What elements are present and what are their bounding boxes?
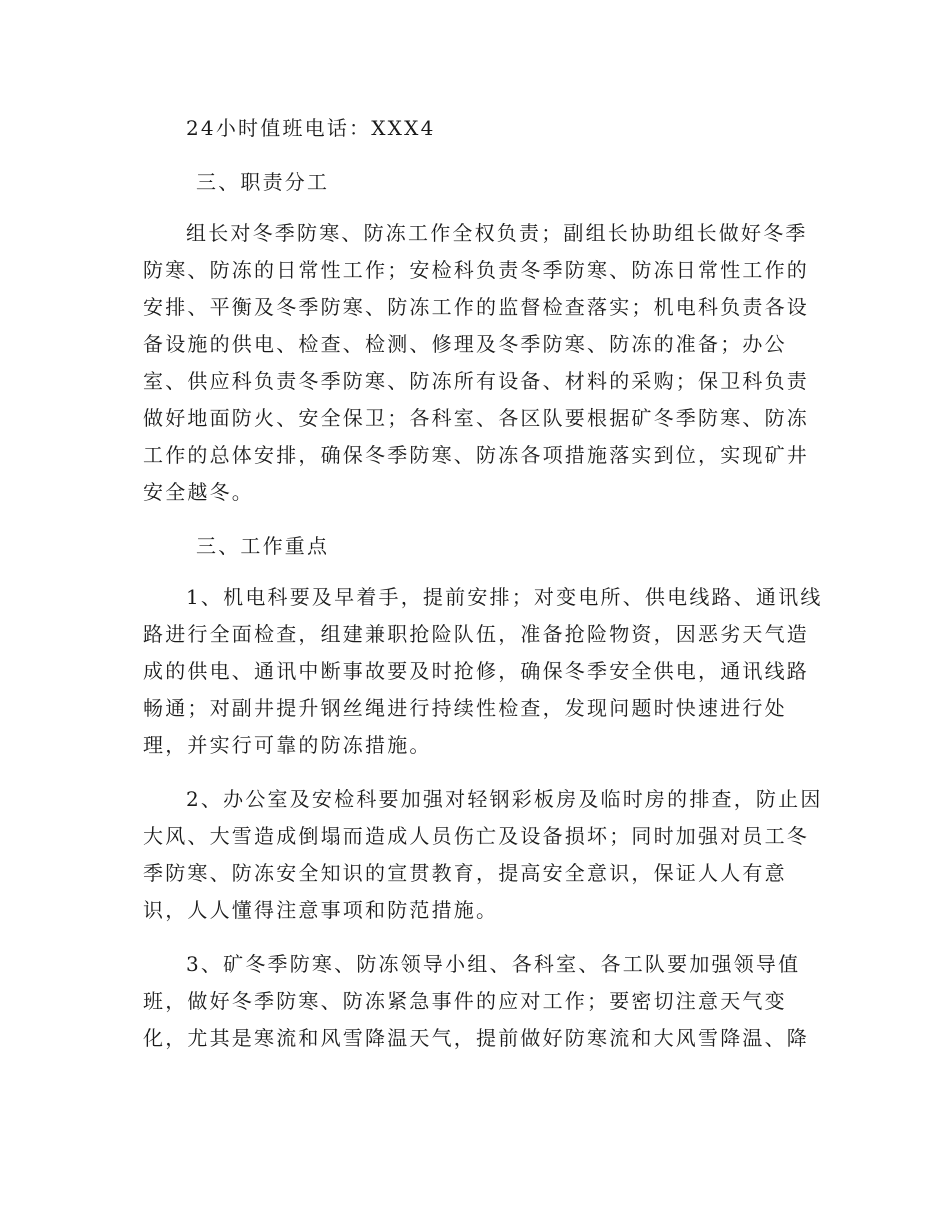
item3-line: 班，做好冬季防寒、防冻紧急事件的应对工作；要密切注意天气变 — [143, 989, 787, 1013]
duties-line: 做好地面防火、安全保卫；各科室、各区队要根据矿冬季防寒、防冻 — [143, 406, 809, 430]
item1-line: 畅通；对副井提升钢丝绳进行持续性检查，发现问题时快速进行处 — [143, 696, 787, 720]
duties-line: 备设施的供电、检查、检测、修理及冬季防寒、防冻的准备；办公 — [143, 332, 787, 356]
item2-line: 2、办公室及安检科要加强对轻钢彩板房及临时房的排查，防止因 — [186, 787, 823, 811]
item1-line: 理，并实行可靠的防冻措施。 — [143, 733, 432, 757]
item1-line: 成的供电、通讯中断事故要及时抢修，确保冬季安全供电，通讯线路 — [143, 659, 809, 683]
duties-line: 工作的总体安排，确保冬季防寒、防冻各项措施落实到位，实现矿井 — [143, 443, 809, 467]
item2-line: 识，人人懂得注意事项和防范措施。 — [143, 898, 499, 922]
duties-line: 安全越冬。 — [143, 480, 254, 504]
duties-line: 组长对冬季防寒、防冻工作全权负责；副组长协助组长做好冬季 — [186, 221, 808, 245]
duties-line: 安排、平衡及冬季防寒、防冻工作的监督检查落实；机电科负责各设 — [143, 295, 809, 319]
section-focus-heading: 三、工作重点 — [196, 534, 330, 558]
duties-line: 防寒、防冻的日常性工作；安检科负责冬季防寒、防冻日常性工作的 — [143, 258, 809, 282]
item1-line: 路进行全面检查，组建兼职抢险队伍，准备抢险物资，因恶劣天气造 — [143, 622, 809, 646]
item1-line: 1、机电科要及早着手，提前安排；对变电所、供电线路、通讯线 — [186, 585, 823, 609]
item3-line: 3、矿冬季防寒、防冻领导小组、各科室、各工队要加强领导值 — [186, 952, 801, 976]
item3-line: 化，尤其是寒流和风雪降温天气，提前做好防寒流和大风雪降温、降 — [143, 1026, 809, 1050]
item2-line: 季防寒、防冻安全知识的宣贯教育，提高安全意识，保证人人有意 — [143, 861, 787, 885]
hotline-text: 24小时值班电话：XXX4 — [186, 116, 436, 140]
item2-line: 大风、大雪造成倒塌而造成人员伤亡及设备损坏；同时加强对员工冬 — [143, 824, 809, 848]
section-duties-heading: 三、职责分工 — [196, 170, 330, 194]
duties-line: 室、供应科负责冬季防寒、防冻所有设备、材料的采购；保卫科负责 — [143, 369, 809, 393]
